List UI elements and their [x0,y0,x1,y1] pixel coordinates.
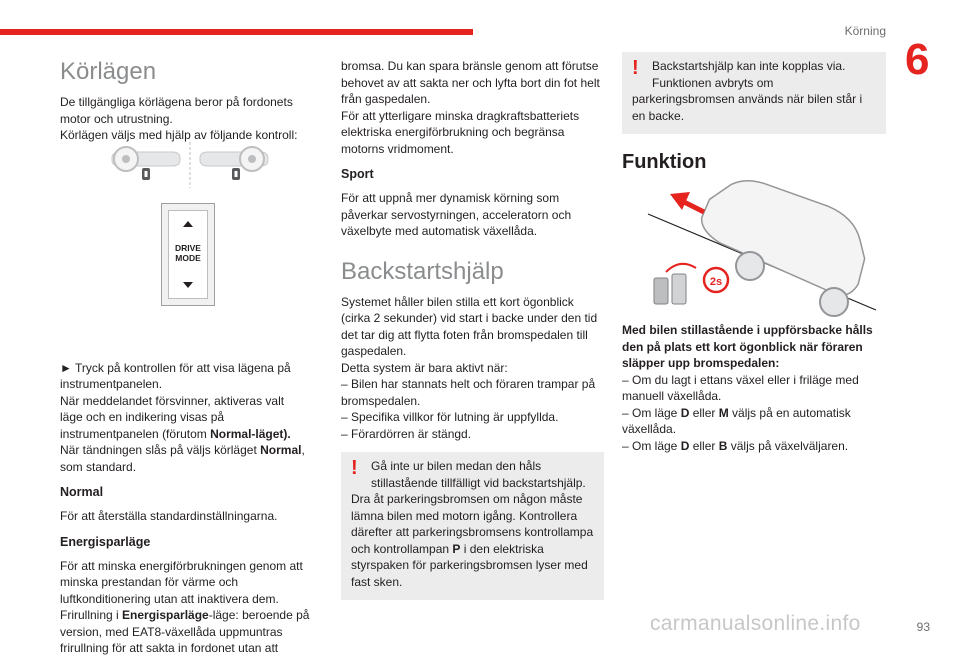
heading-sport: Sport [341,167,374,181]
brake-pedal-icon [654,264,696,304]
intro-text-1: De tillgängliga körlägena beror på fordonets motor och utrustning. [60,95,293,126]
wheel-icon [820,288,848,316]
heading-normal: Normal [60,485,104,499]
title-hill-start-assist: Backstartshjälp [341,257,504,285]
warning-icon: ! [632,57,639,79]
dashboard-switch-illustration [110,140,280,190]
function-lead: Med bilen stillastående i uppförsbacke hålls den på plats ett kort ögonblick när föraren släpper upp bromspedalen: [622,323,873,370]
warning-box-middle [341,452,604,600]
column-middle [341,58,604,600]
warning-text-a: Gå inte ur bilen medan den håls stillastående tillfälligt vid backstartshjälp. [371,459,586,490]
timer-label: 2s [709,276,723,288]
page-number: 93 [916,620,930,634]
sport-text: För att uppnå mer dynamisk körning som påverkar servostyrningen, acceleratorn och växelbyte med automatisk växellåda. [341,191,572,238]
eco-continued-2: För att ytterligare minska dragkraftsbatteriets elektriska energiförbrukning och begränsa motorns vridmoment. [341,108,580,156]
timer-icon [704,268,728,292]
right-dashboard-icon [200,147,268,180]
hill-start-illustration [640,178,880,318]
heading-eco: Energisparläge [60,534,151,549]
switch-label: DRIVE MODE [175,243,201,263]
chapter-bar [0,29,473,35]
default-info: När tändningen slås på väljs körläget Normal, som standard. [60,443,305,474]
title-drive-modes: Körlägen [60,58,157,85]
condition-3: – Förardörren är stängd. [341,426,472,441]
hill-text: Systemet håller bilen stilla ett kort ögonblick (cirka 2 sekunder) vid start i backe under den tid det tar dig att flytta foten från bromspedalen till gaspedalen. [341,294,598,358]
warning-icon: ! [351,457,358,479]
active-when: Detta system är bara aktivt när: [341,360,508,375]
warning-text-b: Dra åt parkeringsbromsen om någon måste lämna bilen med motorn igång. Kontrollera därefter att parkeringsbromsens kontrollampa och kontrollampan P i den elektriska styrspaken för parkeringsbromsen lyser med fast sken. [351,492,594,589]
chapter-number: 6 [905,35,930,84]
normal-text: För att återställa standardinställningarna. [60,509,278,523]
warning-text-b: parkeringsbromsen används när bilen står i en backe. [632,92,863,123]
arrow-up-slope-icon [670,192,704,212]
title-function: Funktion [622,151,707,173]
function-item-2: – Om läge D eller M väljs på en automatisk växellåda. [622,405,851,436]
step-instruction: ► Tryck på kontrollen för att visa lägena på instrumentpanelen. [60,360,291,391]
mode-info: När meddelandet försvinner, aktiveras valt läge och en indikering visas på instrumentpanelen (förutom Normal-läget). [60,393,291,441]
wheel-icon [736,252,764,280]
watermark: carmanualsonline.info [650,612,861,635]
car-icon [695,178,880,316]
switch-face [168,210,208,299]
left-dashboard-icon [112,147,180,180]
warning-text-a: Backstartshjälp kan inte kopplas via. Funktionen avbryts om [652,59,846,90]
eco-continued: bromsa. Du kan spara bränsle genom att förutse behovet av att sakta ner och lyfta bort din fot helt från gaspedalen. [341,59,600,106]
warning-box-right [622,52,886,134]
arrow-up-icon [183,221,193,227]
function-item-1: – Om du lagt i ettans växel eller i friläge med manuell växellåda. [622,372,859,403]
condition-2: – Specifika villkor för lutning är uppfyllda. [341,410,559,424]
eco-text-2: Frirullning i Energisparläge-läge: beroende på version, med EAT8-växellåda uppmuntras frirullning för att sakta in fordonet utan att [60,608,310,655]
arrow-down-icon [183,282,193,288]
function-item-3: – Om läge D eller B väljs på växelväljaren. [622,438,849,453]
intro-text-2: Körlägen väljs med hjälp av följande kontroll: [60,128,298,142]
drive-mode-switch-figure [161,203,215,306]
section-name: Körning [844,24,886,38]
condition-1: – Bilen har stannats helt och föraren trampar på bromspedalen. [341,377,596,408]
eco-text: För att minska energiförbrukningen genom att minska prestandan för värme och luftkonditionering utan att inaktivera dem. [60,558,303,606]
